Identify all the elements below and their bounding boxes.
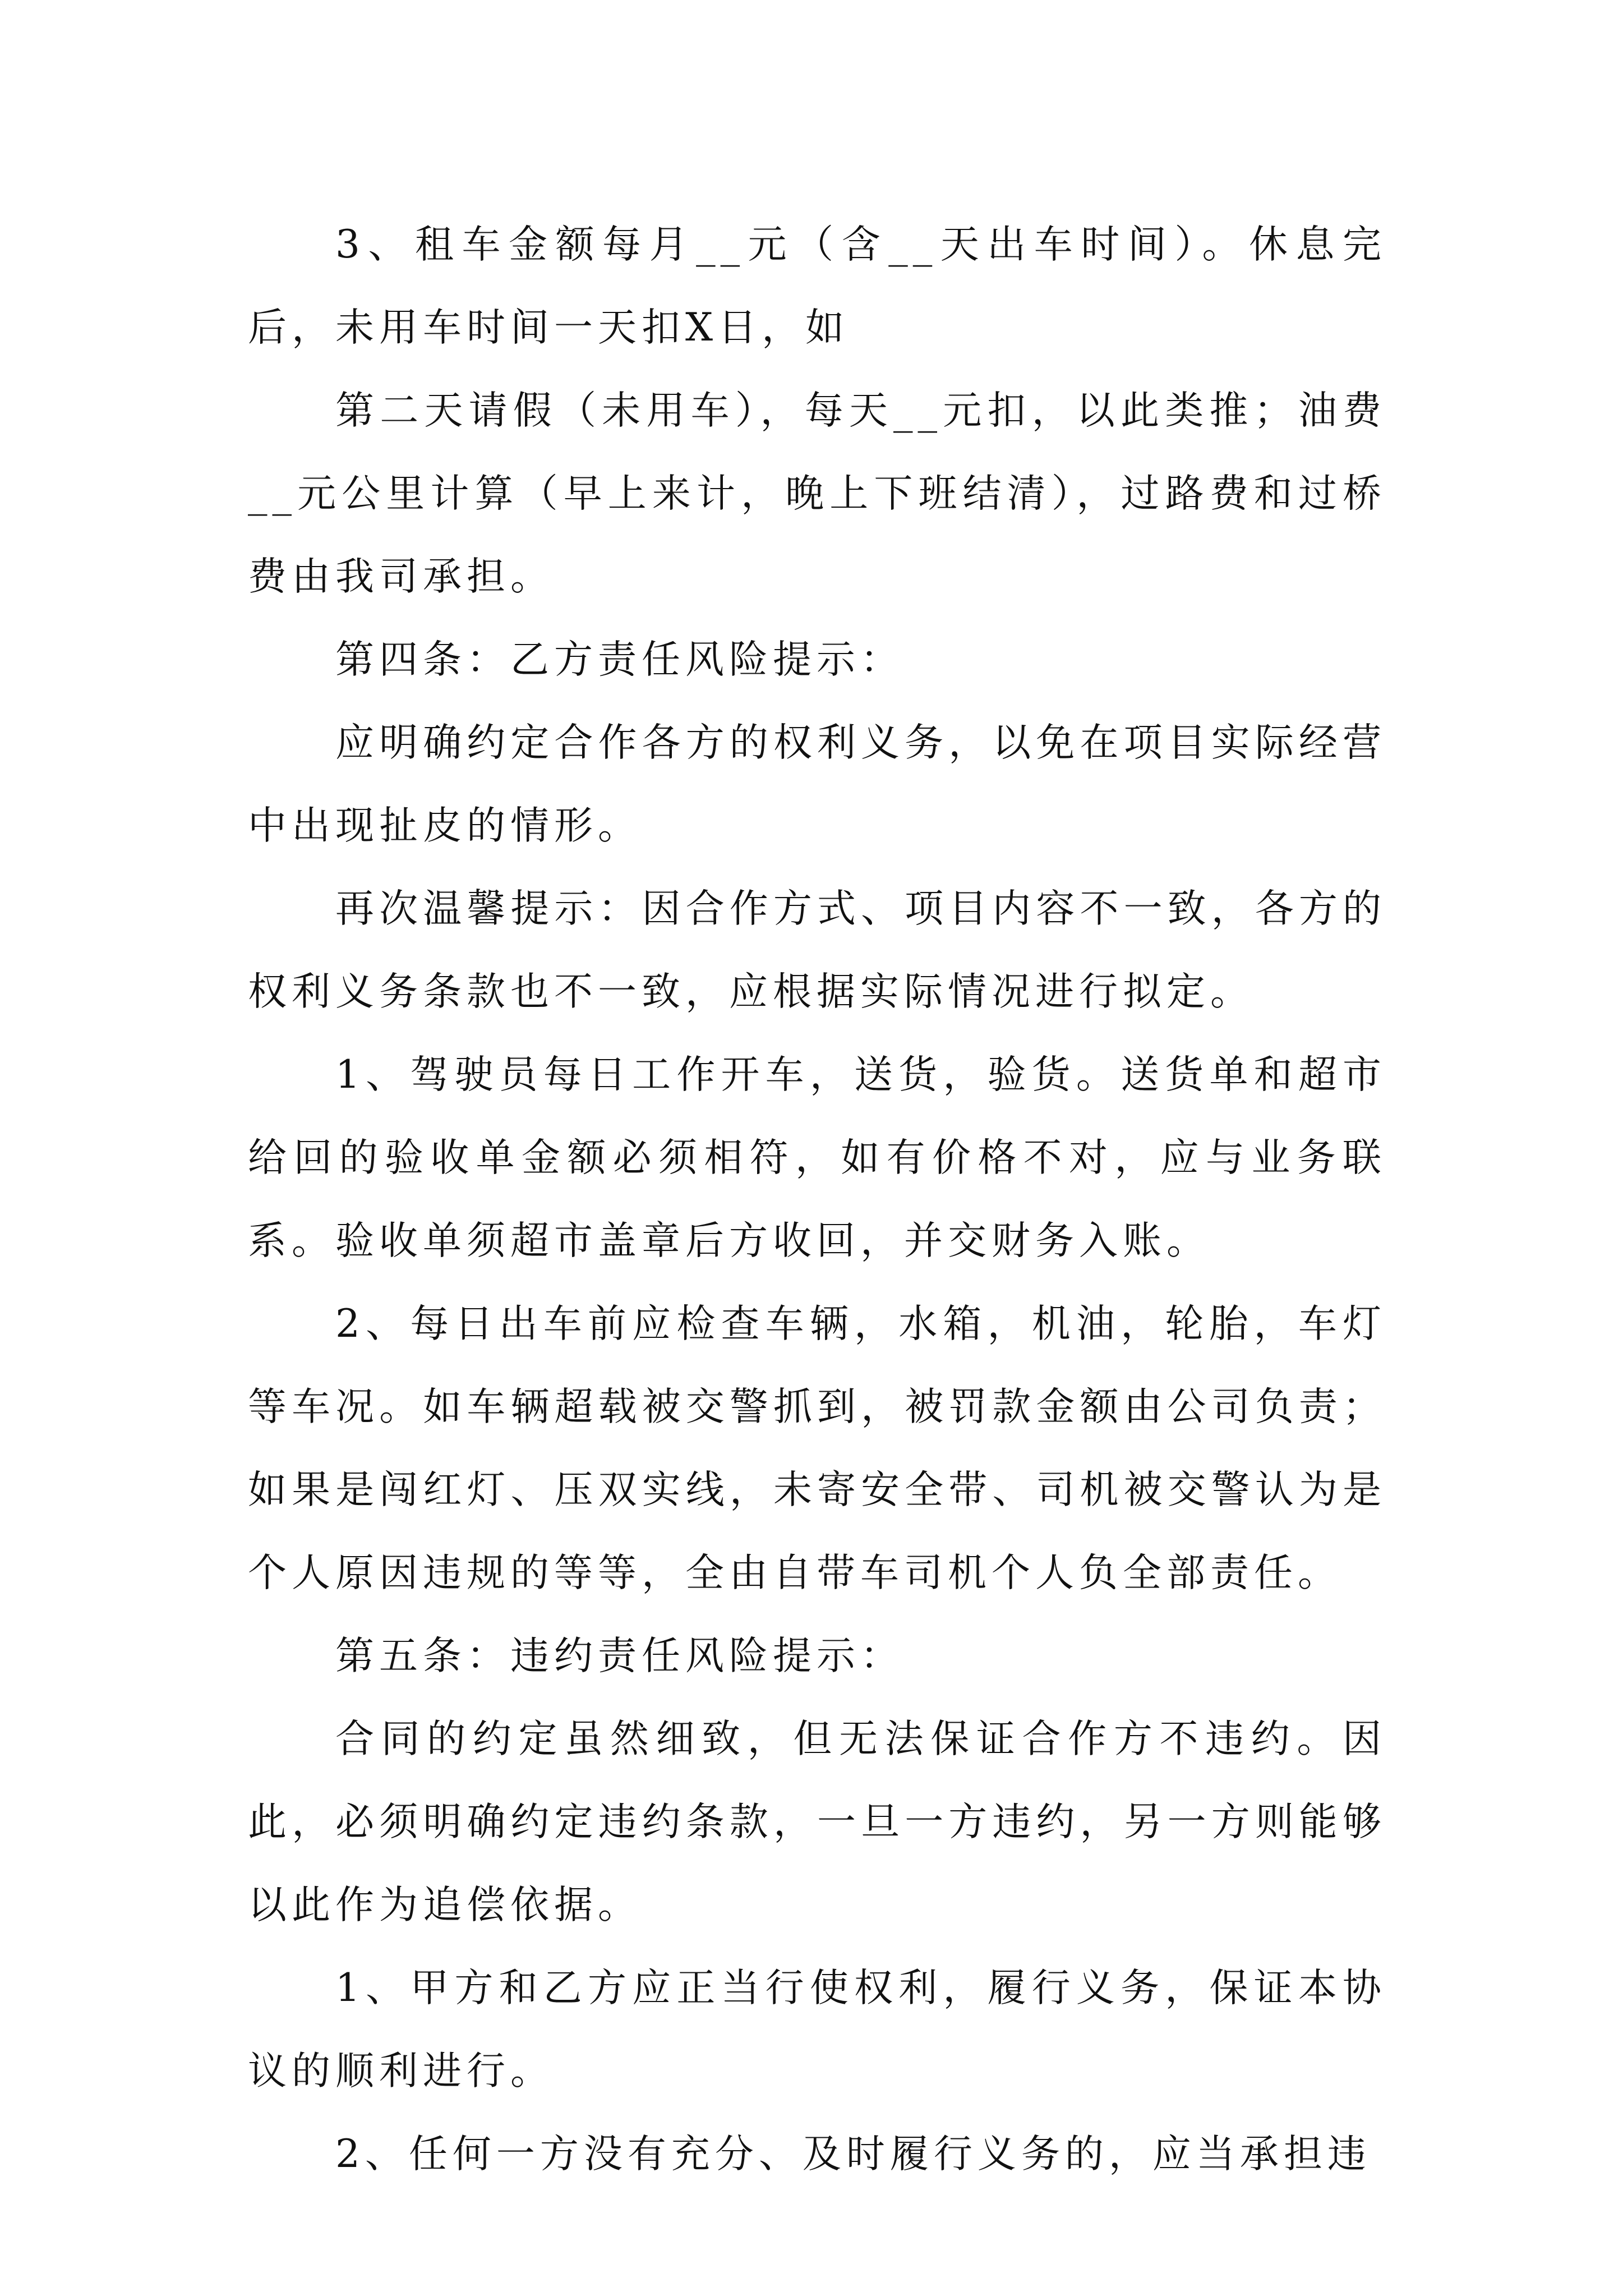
paragraph-rental-amount: 3、租车金额每月__元（含__天出车时间）。休息完后，未用车时间一天扣X日，如 xyxy=(248,222,1386,350)
paragraph-leave-and-fuel: 第二天请假（未用车），每天__元扣，以此类推；油费__元公里计算（早上来计，晚上下班结清），过路费和过桥费由我司承担。 xyxy=(248,388,1386,599)
paragraph-vehicle-check: 2、每日出车前应检查车辆，水箱，机油，轮胎，车灯等车况。如车辆超载被交警抓到，被罚款金额由公司负责；如果是闯红灯、压双实线，未寄安全带、司机被交警认为是个人原因违规的等等，全由自带车司机个人负全部责任。 xyxy=(248,1301,1386,1595)
paragraph-rights-obligations: 应明确约定合作各方的权利义务，以免在项目实际经营中出现扯皮的情形。 xyxy=(248,720,1386,848)
paragraph-driver-duties: 1、驾驶员每日工作开车，送货，验货。送货单和超市给回的验收单金额必须相符，如有价格不对，应与业务联系。验收单须超市盖章后方收回，并交财务入账。 xyxy=(248,1052,1386,1263)
paragraph-liability-start: 2、任何一方没有充分、及时履行义务的，应当承担违 xyxy=(335,2132,1371,2177)
paragraph-proper-exercise: 1、甲方和乙方应正当行使权利，履行义务，保证本协议的顺利进行。 xyxy=(248,1966,1386,2093)
paragraph-breach-clause: 合同的约定虽然细致，但无法保证合作方不违约。因此，必须明确约定违约条款，一旦一方违约，另一方则能够以此作为追偿依据。 xyxy=(248,1717,1386,1927)
article-four-heading: 第四条：乙方责任风险提示： xyxy=(335,637,904,682)
article-five-heading: 第五条：违约责任风险提示： xyxy=(335,1634,904,1678)
document-body xyxy=(248,203,1386,2196)
paragraph-reminder: 再次温馨提示：因合作方式、项目内容不一致，各方的权利义务条款也不一致，应根据实际情况进行拟定。 xyxy=(248,886,1386,1014)
